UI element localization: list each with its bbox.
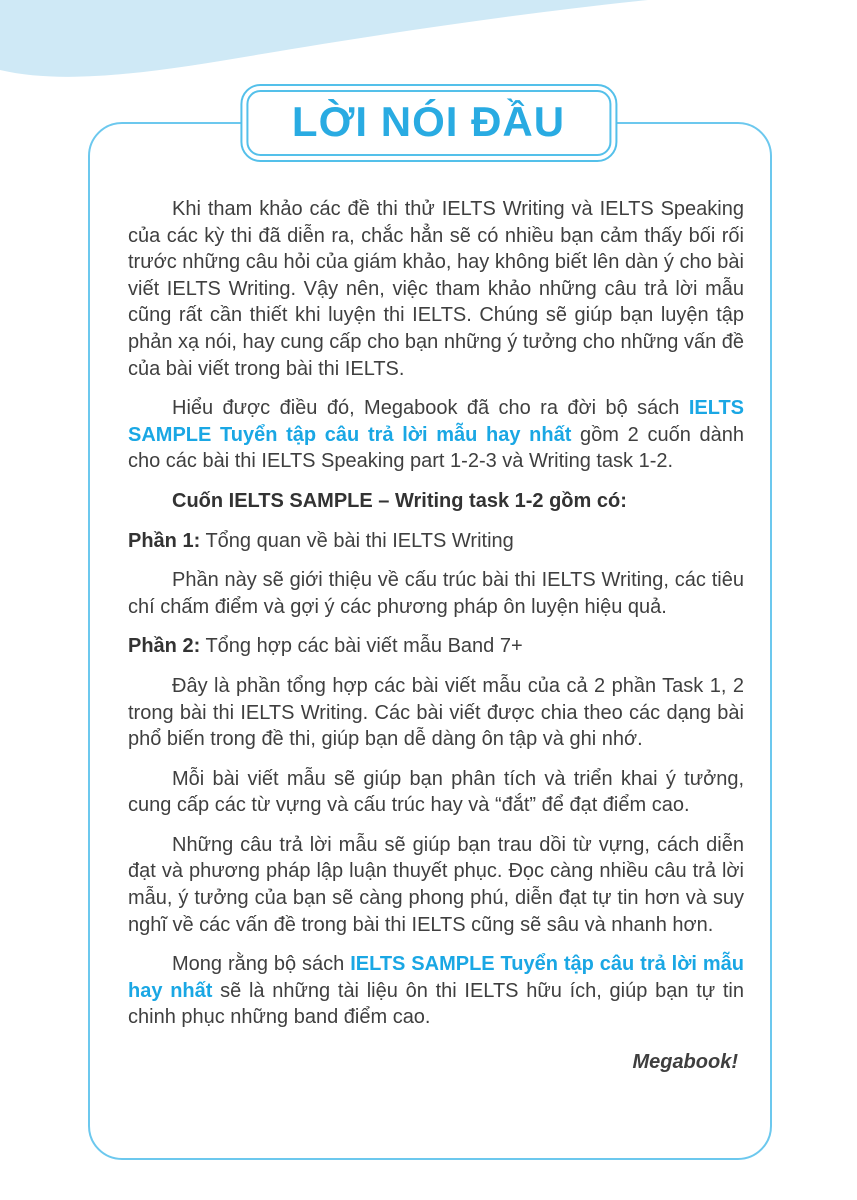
paragraph-part2-heading	[128, 633, 744, 660]
text-segment: sẽ là những tài liệu ôn thi IELTS hữu ích, giúp bạn tự tin chinh phục những band điểm cao.	[128, 979, 744, 1029]
signature: Megabook!	[632, 1051, 738, 1074]
text-segment: Tổng quan về bài thi IELTS Writing	[200, 529, 514, 552]
part-label: Phần 2:	[128, 635, 201, 658]
paragraph-intro	[128, 196, 744, 382]
text-segment: Đây là phần tổng hợp các bài viết mẫu của cả 2 phần Task 1, 2 trong bài thi IELTS Writing. Các bài viết được chia theo các dạng bài phổ biến trong đề thi, giúp bạn dễ dàng ôn tập và ghi nhớ.	[128, 674, 744, 751]
wave-shape	[0, 0, 648, 77]
paragraph-part2-description	[128, 673, 744, 753]
paragraph-book-series	[128, 395, 744, 475]
paragraph-closing	[128, 951, 744, 1031]
paragraph-answer-benefits	[128, 832, 744, 938]
bold-text-segment: Cuốn IELTS SAMPLE – Writing task 1-2 gồm có:	[172, 489, 627, 512]
paragraph-sample-benefits	[128, 766, 744, 819]
text-segment: Phần này sẽ giới thiệu về cấu trúc bài thi IELTS Writing, các tiêu chí chấm điểm và gợi ý các phương pháp ôn luyện hiệu quả.	[128, 569, 744, 618]
text-segment: Mỗi bài viết mẫu sẽ giúp bạn phân tích và triển khai ý tưởng, cung cấp các từ vựng và cấu trúc hay và “đắt” để đạt điểm cao.	[128, 767, 744, 817]
text-segment: Tổng hợp các bài viết mẫu Band 7+	[200, 635, 523, 658]
part-label: Phần 1:	[128, 529, 201, 552]
text-segment: Hiểu được điều đó, Megabook đã cho ra đời bộ sách	[172, 397, 689, 420]
title-box	[240, 84, 617, 162]
preface-content	[128, 196, 744, 1089]
text-segment: Mong rằng bộ sách	[172, 953, 351, 976]
text-segment: Khi tham khảo các đề thi thử IELTS Writing và IELTS Speaking của các kỳ thi đã diễn ra, chắc hẳn sẽ có nhiều bạn cảm thấy bối rối trước những câu hỏi của giám khảo, hay không biết lên dàn ý cho bài viết IELTS Writing. Vậy nên, việc tham khảo những câu trả lời mẫu cũng rất cần thiết khi luyện thi IELTS. Chúng sẽ giúp bạn luyện tập phản xạ nói, hay cung cấp cho bạn những ý tưởng cho những vấn đề của bài viết trong bài thi IELTS.	[128, 198, 744, 380]
paragraph-part1-heading	[128, 528, 744, 555]
paragraph-book-contents-heading	[128, 488, 744, 515]
title-box-inner	[246, 90, 611, 156]
page-title: LỜI NÓI ĐẦU	[291, 98, 566, 145]
text-segment: gồm 2 cuốn dành cho các bài thi IELTS Speaking part 1-2-3 và Writing task 1-2.	[128, 423, 744, 473]
text-segment: Những câu trả lời mẫu sẽ giúp bạn trau dồi từ vựng, cách diễn đạt và phương pháp lập luận thuyết phục. Đọc càng nhiều câu trả lời mẫu, ý tưởng của bạn sẽ càng phong phú, diễn đạt tự tin hơn và suy nghĩ về các vấn đề trong bài thi IELTS cũng sẽ sâu và nhanh hơn.	[128, 833, 744, 936]
book-title-highlight: IELTS SAMPLE Tuyển tập câu trả lời mẫu hay nhất	[128, 397, 744, 446]
paragraph-part1-description	[128, 567, 744, 620]
book-title-highlight: IELTS SAMPLE Tuyển tập câu trả lời mẫu hay nhất	[128, 953, 744, 1002]
